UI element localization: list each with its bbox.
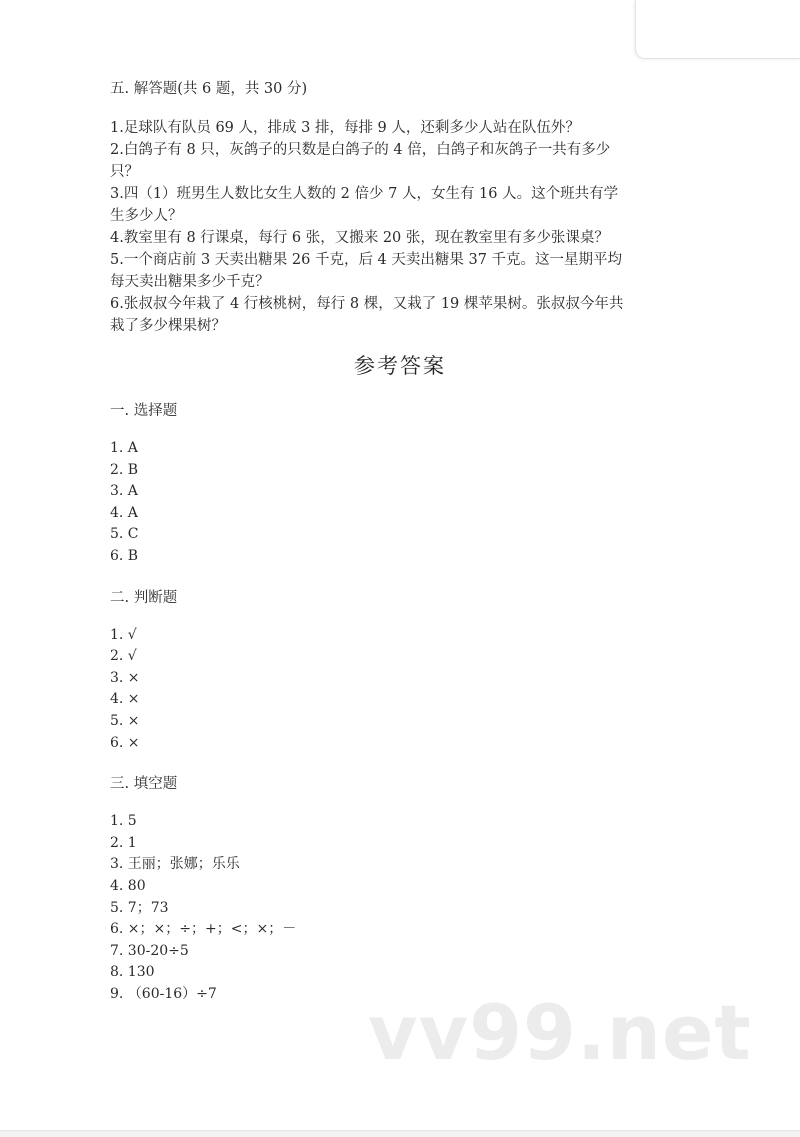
section-heading-fill: 三. 填空题 xyxy=(110,776,178,793)
answer-section-judge xyxy=(110,587,690,755)
answer-item: 2. 1 xyxy=(110,834,137,851)
problem-line: 5.一个商店前 3 天卖出糖果 26 千克，后 4 天卖出糖果 37 千克。这一星期平均 xyxy=(110,252,623,268)
answer-item: 6. × xyxy=(110,734,140,751)
answer-item: 5. C xyxy=(110,526,139,543)
answer-item: 1. 5 xyxy=(110,813,137,830)
page-corner-tab xyxy=(635,0,800,59)
answer-item: 1. √ xyxy=(110,626,137,643)
section-heading-choice: 一. 选择题 xyxy=(110,403,178,419)
answer-list-fill xyxy=(110,811,690,1005)
answer-item: 3. 王丽；张娜；乐乐 xyxy=(110,856,240,873)
word-problems-list xyxy=(110,117,690,337)
section-heading-judge: 二. 判断题 xyxy=(110,589,178,606)
answer-key-title: 参考答案 xyxy=(354,354,446,378)
answer-section-choice xyxy=(110,400,690,568)
answer-list-judge xyxy=(110,625,690,755)
answer-item: 5. 7；73 xyxy=(110,899,169,916)
answer-item: 5. × xyxy=(110,712,140,729)
problem-line: 3.四（1）班男生人数比女生人数的 2 倍少 7 人，女生有 16 人。这个班共有学 xyxy=(110,186,619,202)
answer-item: 3. A xyxy=(110,483,138,500)
answer-item: 7. 30-20÷5 xyxy=(110,942,189,959)
answer-item: 4. A xyxy=(110,504,138,521)
problem-line: 4.教室里有 8 行课桌，每行 6 张，又搬来 20 张，现在教室里有多少张课桌？ xyxy=(110,230,609,246)
answer-item: 6. B xyxy=(110,547,139,564)
page-bottom-edge xyxy=(0,1130,800,1137)
problem-line: 栽了多少棵果树？ xyxy=(110,318,226,334)
answer-item: 4. 80 xyxy=(110,877,146,894)
answer-item: 2. B xyxy=(110,461,139,478)
problem-line: 1.足球队有队员 69 人，排成 3 排，每排 9 人，还剩多少人站在队伍外？ xyxy=(110,120,580,136)
document-content xyxy=(110,78,690,1005)
problem-line: 6.张叔叔今年栽了 4 行核桃树，每行 8 棵，又栽了 19 棵苹果树。张叔叔今年共 xyxy=(110,296,624,312)
problem-line: 2.白鸽子有 8 只，灰鸽子的只数是白鸽子的 4 倍，白鸽子和灰鸽子一共有多少 xyxy=(110,142,611,158)
answer-list-choice xyxy=(110,438,690,568)
answer-item: 3. × xyxy=(110,669,140,686)
answer-item: 9. （60-16）÷7 xyxy=(110,985,217,1002)
problem-line: 只？ xyxy=(110,164,139,180)
answer-item: 1. A xyxy=(110,440,138,456)
site-watermark: vv99.net xyxy=(368,988,752,1077)
section-heading-word-problems: 五. 解答题(共 6 题，共 30 分) xyxy=(110,81,308,97)
problem-line: 生多少人？ xyxy=(110,208,183,224)
answer-item: 8. 130 xyxy=(110,964,155,981)
answer-section-fill xyxy=(110,773,690,1005)
answer-item: 6. ×；×；÷；+；<；×；－ xyxy=(110,921,297,938)
answer-item: 2. √ xyxy=(110,648,137,665)
answer-item: 4. × xyxy=(110,691,140,708)
problem-line: 每天卖出糖果多少千克？ xyxy=(110,274,270,290)
